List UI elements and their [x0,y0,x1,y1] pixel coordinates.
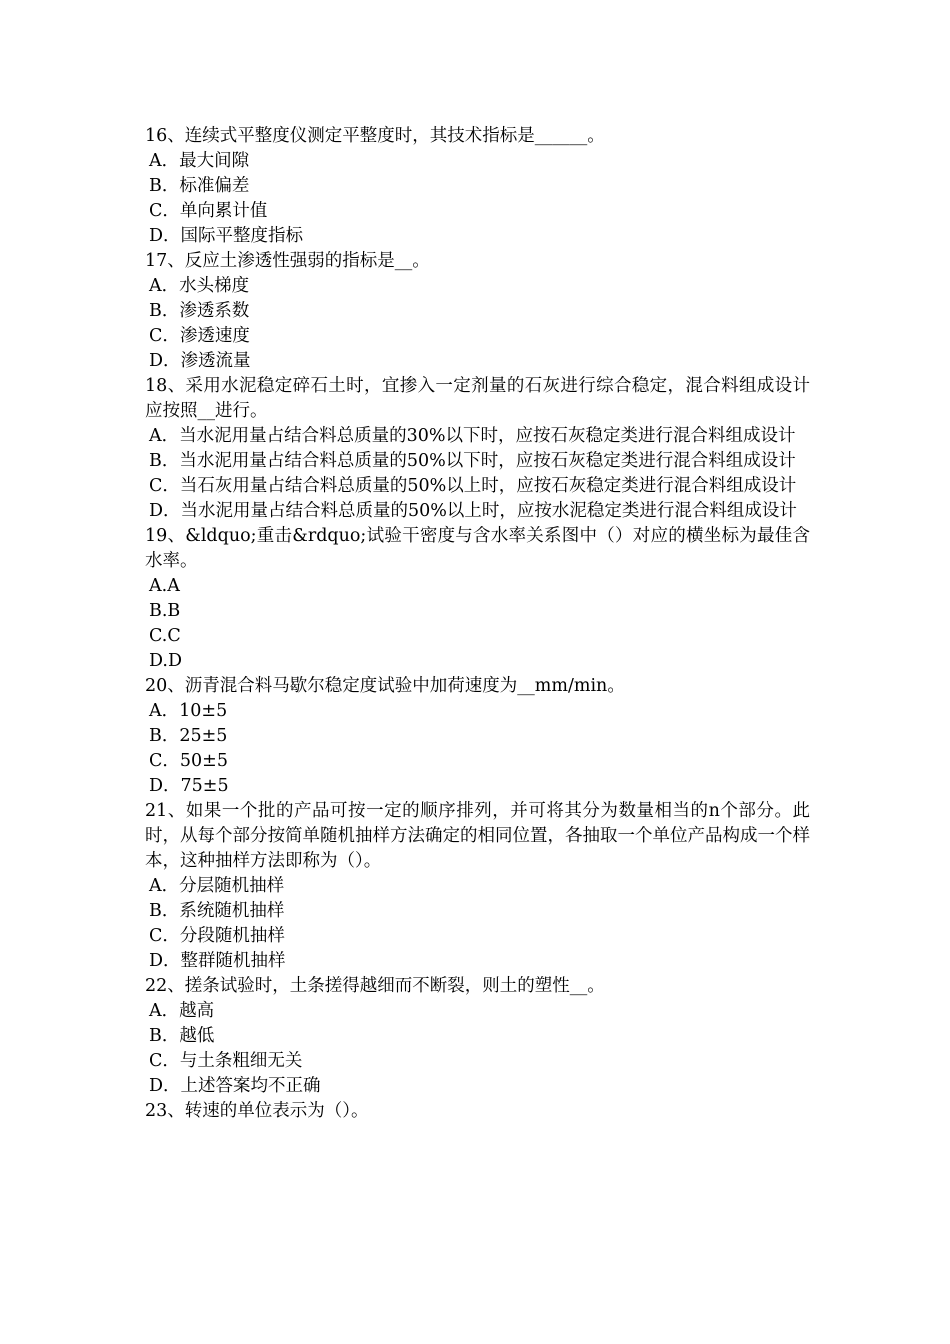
question-16-option-a: A．最大间隙 [149,151,250,171]
question-20-option-b: B．25±5 [149,726,228,746]
question-16-option-c: C．单向累计值 [149,201,268,221]
question-19-option-a: A.A [149,576,180,596]
question-16-stem: 16、连续式平整度仪测定平整度时，其技术指标是______。 [145,126,605,146]
question-list [145,124,810,1124]
question-18-option-a: A．当水泥用量占结合料总质量的30%以下时，应按石灰稳定类进行混合料组成设计 [149,426,796,446]
question-23-stem: 23、转速的单位表示为（）。 [145,1101,369,1121]
question-19-option-b: B.B [149,601,181,621]
question-16-option-b: B．标准偏差 [149,176,250,196]
question-20-option-a: A．10±5 [149,701,228,721]
question-19-stem: 19、&ldquo;重击&rdquo;试验干密度与含水率关系图中（）对应的横坐标为最佳含水率。 [145,526,810,571]
question-22-stem: 22、搓条试验时，土条搓得越细而不断裂，则土的塑性__。 [145,976,605,996]
question-21-option-c: C．分段随机抽样 [149,926,285,946]
question-22-option-d: D．上述答案均不正确 [149,1076,321,1096]
question-17-option-a: A．水头梯度 [149,276,250,296]
question-17-stem: 17、反应土渗透性强弱的指标是__。 [145,251,430,271]
question-21-stem: 21、如果一个批的产品可按一定的顺序排列，并可将其分为数量相当的n个部分。此时，从每个部分按简单随机抽样方法确定的相同位置，各抽取一个单位产品构成一个样本，这种抽样方法即称为（）。 [145,801,810,871]
question-18-stem: 18、采用水泥稳定碎石土时，宜掺入一定剂量的石灰进行综合稳定，混合料组成设计应按照__进行。 [145,376,810,421]
question-18-option-b: B．当水泥用量占结合料总质量的50%以下时，应按石灰稳定类进行混合料组成设计 [149,451,796,471]
question-20-option-d: D．75±5 [149,776,229,796]
question-16-option-d: D．国际平整度指标 [149,226,304,246]
question-18-option-d: D．当水泥用量占结合料总质量的50%以上时，应按水泥稳定类进行混合料组成设计 [149,501,797,521]
question-22-option-b: B．越低 [149,1026,215,1046]
question-17-option-d: D．渗透流量 [149,351,251,371]
question-22-option-a: A．越高 [149,1001,215,1021]
question-20-stem: 20、沥青混合料马歇尔稳定度试验中加荷速度为__mm/min。 [145,676,625,696]
question-17-option-c: C．渗透速度 [149,326,250,346]
question-18-option-c: C．当石灰用量占结合料总质量的50%以上时，应按石灰稳定类进行混合料组成设计 [149,476,797,496]
question-21-option-d: D．整群随机抽样 [149,951,286,971]
question-19-option-c: C.C [149,626,181,646]
question-21-option-b: B．系统随机抽样 [149,901,285,921]
question-19-option-d: D.D [149,651,183,671]
question-22-option-c: C．与土条粗细无关 [149,1051,303,1071]
question-20-option-c: C．50±5 [149,751,228,771]
question-21-option-a: A．分层随机抽样 [149,876,285,896]
question-17-option-b: B．渗透系数 [149,301,250,321]
